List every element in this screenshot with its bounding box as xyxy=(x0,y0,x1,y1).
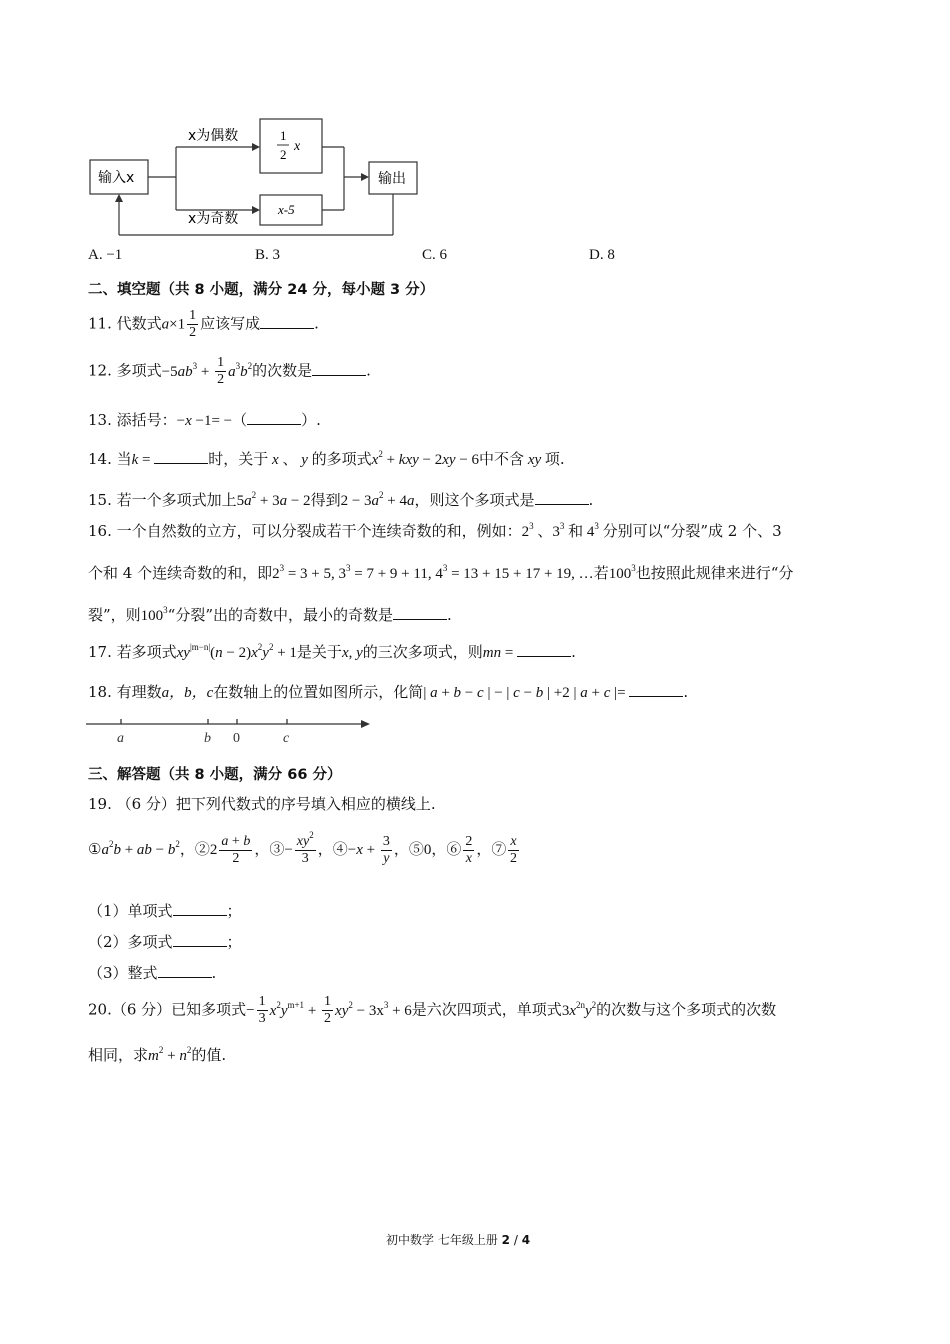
svg-text:2: 2 xyxy=(280,147,287,162)
input-label: 输入x xyxy=(98,170,135,186)
footer-title: 初中数学 七年级上册 xyxy=(386,1233,498,1247)
option-d: D. 8 xyxy=(589,247,615,263)
question-14: 14. 当k = 时，关于 x 、 y 的多项式$x^2$ + kxy − 2xy − 6中不含 xy 项. xyxy=(88,449,565,468)
number-line xyxy=(84,714,374,748)
question-18: 18. 有理数a，b，c在数轴上的位置如图所示，化简| a + b − c | − | c − b | +2 | a + c |= . xyxy=(88,683,689,701)
question-20-line-1: 20.（6 分）已知多项式− $\frac{1}{3}$ $x^2y^{m+1}$ + $\frac{1}{2}$ $xy^2 - 3x^3 + 6$是六次四项式，单项式$3x^{2n}y^2$的次数与这个多项式的次数 xyxy=(88,994,777,1026)
label-c: c xyxy=(283,731,290,746)
svg-text:1: 1 xyxy=(280,128,287,143)
question-13: 13. 添括号：−x −1= −（ ）. xyxy=(88,411,321,429)
footer-total: 4 xyxy=(521,1233,531,1247)
question-16-line-3: 裂”，则$100^3“$分裂”出的奇数中，最小的奇数是 . xyxy=(88,605,452,624)
flowchart-diagram xyxy=(80,110,440,245)
section-2-title: 二、填空题（共 8 小题，满分 24 分，每小题 3 分） xyxy=(88,282,435,298)
even-label: x为偶数 xyxy=(188,128,239,144)
svg-text:x-5: x-5 xyxy=(278,202,295,217)
question-19-sub-2: （2）多项式 ； xyxy=(88,933,242,951)
footer-page: 2 xyxy=(501,1233,511,1247)
question-19-title: 19. （6 分）把下列代数式的序号填入相应的横线上. xyxy=(88,795,436,813)
question-11: 11. 代数式a×1 $\frac{1}{2}$ 应该写成 . xyxy=(88,308,319,340)
option-b: B. 3 xyxy=(255,247,281,263)
svg-text:x: x xyxy=(294,139,301,154)
option-c: C. 6 xyxy=(422,247,448,263)
section-3-title: 三、解答题（共 8 小题，满分 66 分） xyxy=(88,767,342,783)
output-label: 输出 xyxy=(378,171,406,187)
question-16-line-1: 16. 一个自然数的立方，可以分裂成若干个连续奇数的和，例如：$2^3$ 、$3^3$ 和 $4^3$ 分别可以“分裂”成 2 个、3 xyxy=(88,521,782,540)
footer-sep: / xyxy=(513,1233,518,1247)
page-footer xyxy=(386,1231,530,1248)
option-a: A. −1 xyxy=(88,247,123,263)
question-12: 12. 多项式$-5ab^3$ + $\frac{1}{2}$ $a^3b^2$的次数是 . xyxy=(88,355,371,387)
label-0: 0 xyxy=(233,731,240,746)
question-19-expressions: $①a^2b$ + ab − $b^2$，②2 $\frac{a + b}{2}$ ，③− $\frac{xy^2}{3}$ ，④−x + $\frac{3}{y}$ ，⑤0，⑥ $\frac{2}{x}$ ，⑦ $\frac{x}{2}$ xyxy=(88,830,517,866)
question-19-sub-1: （1）单项式 ； xyxy=(88,902,242,920)
question-16-line-2: 个和 4 个连续奇数的和，即$2^3 = 3 + 5$, $3^3 = 7 + 9 + 11$, $4^3 = 13 + 15 + 17 + 19$, …若$100^3$也按照此规律来进行“分 xyxy=(88,563,794,582)
label-a: a xyxy=(117,731,124,746)
even-box xyxy=(260,119,322,173)
question-19-sub-3: （3）整式 . xyxy=(88,964,217,982)
odd-label: x为奇数 xyxy=(188,211,239,227)
question-17: 17. 若多项式$xy^{|m-n|}(n - 2)x^2y^2 + 1$是关于x, y的三次多项式，则mn = . xyxy=(88,642,576,661)
question-15: 15. 若一个多项式加上$5a^2 + 3a - 2$得到$2 - 3a^2 + 4a$，则这个多项式是 . xyxy=(88,490,594,509)
label-b: b xyxy=(204,731,211,746)
question-20-line-2: 相同，求$m^2 + n^2$的值. xyxy=(88,1045,227,1064)
